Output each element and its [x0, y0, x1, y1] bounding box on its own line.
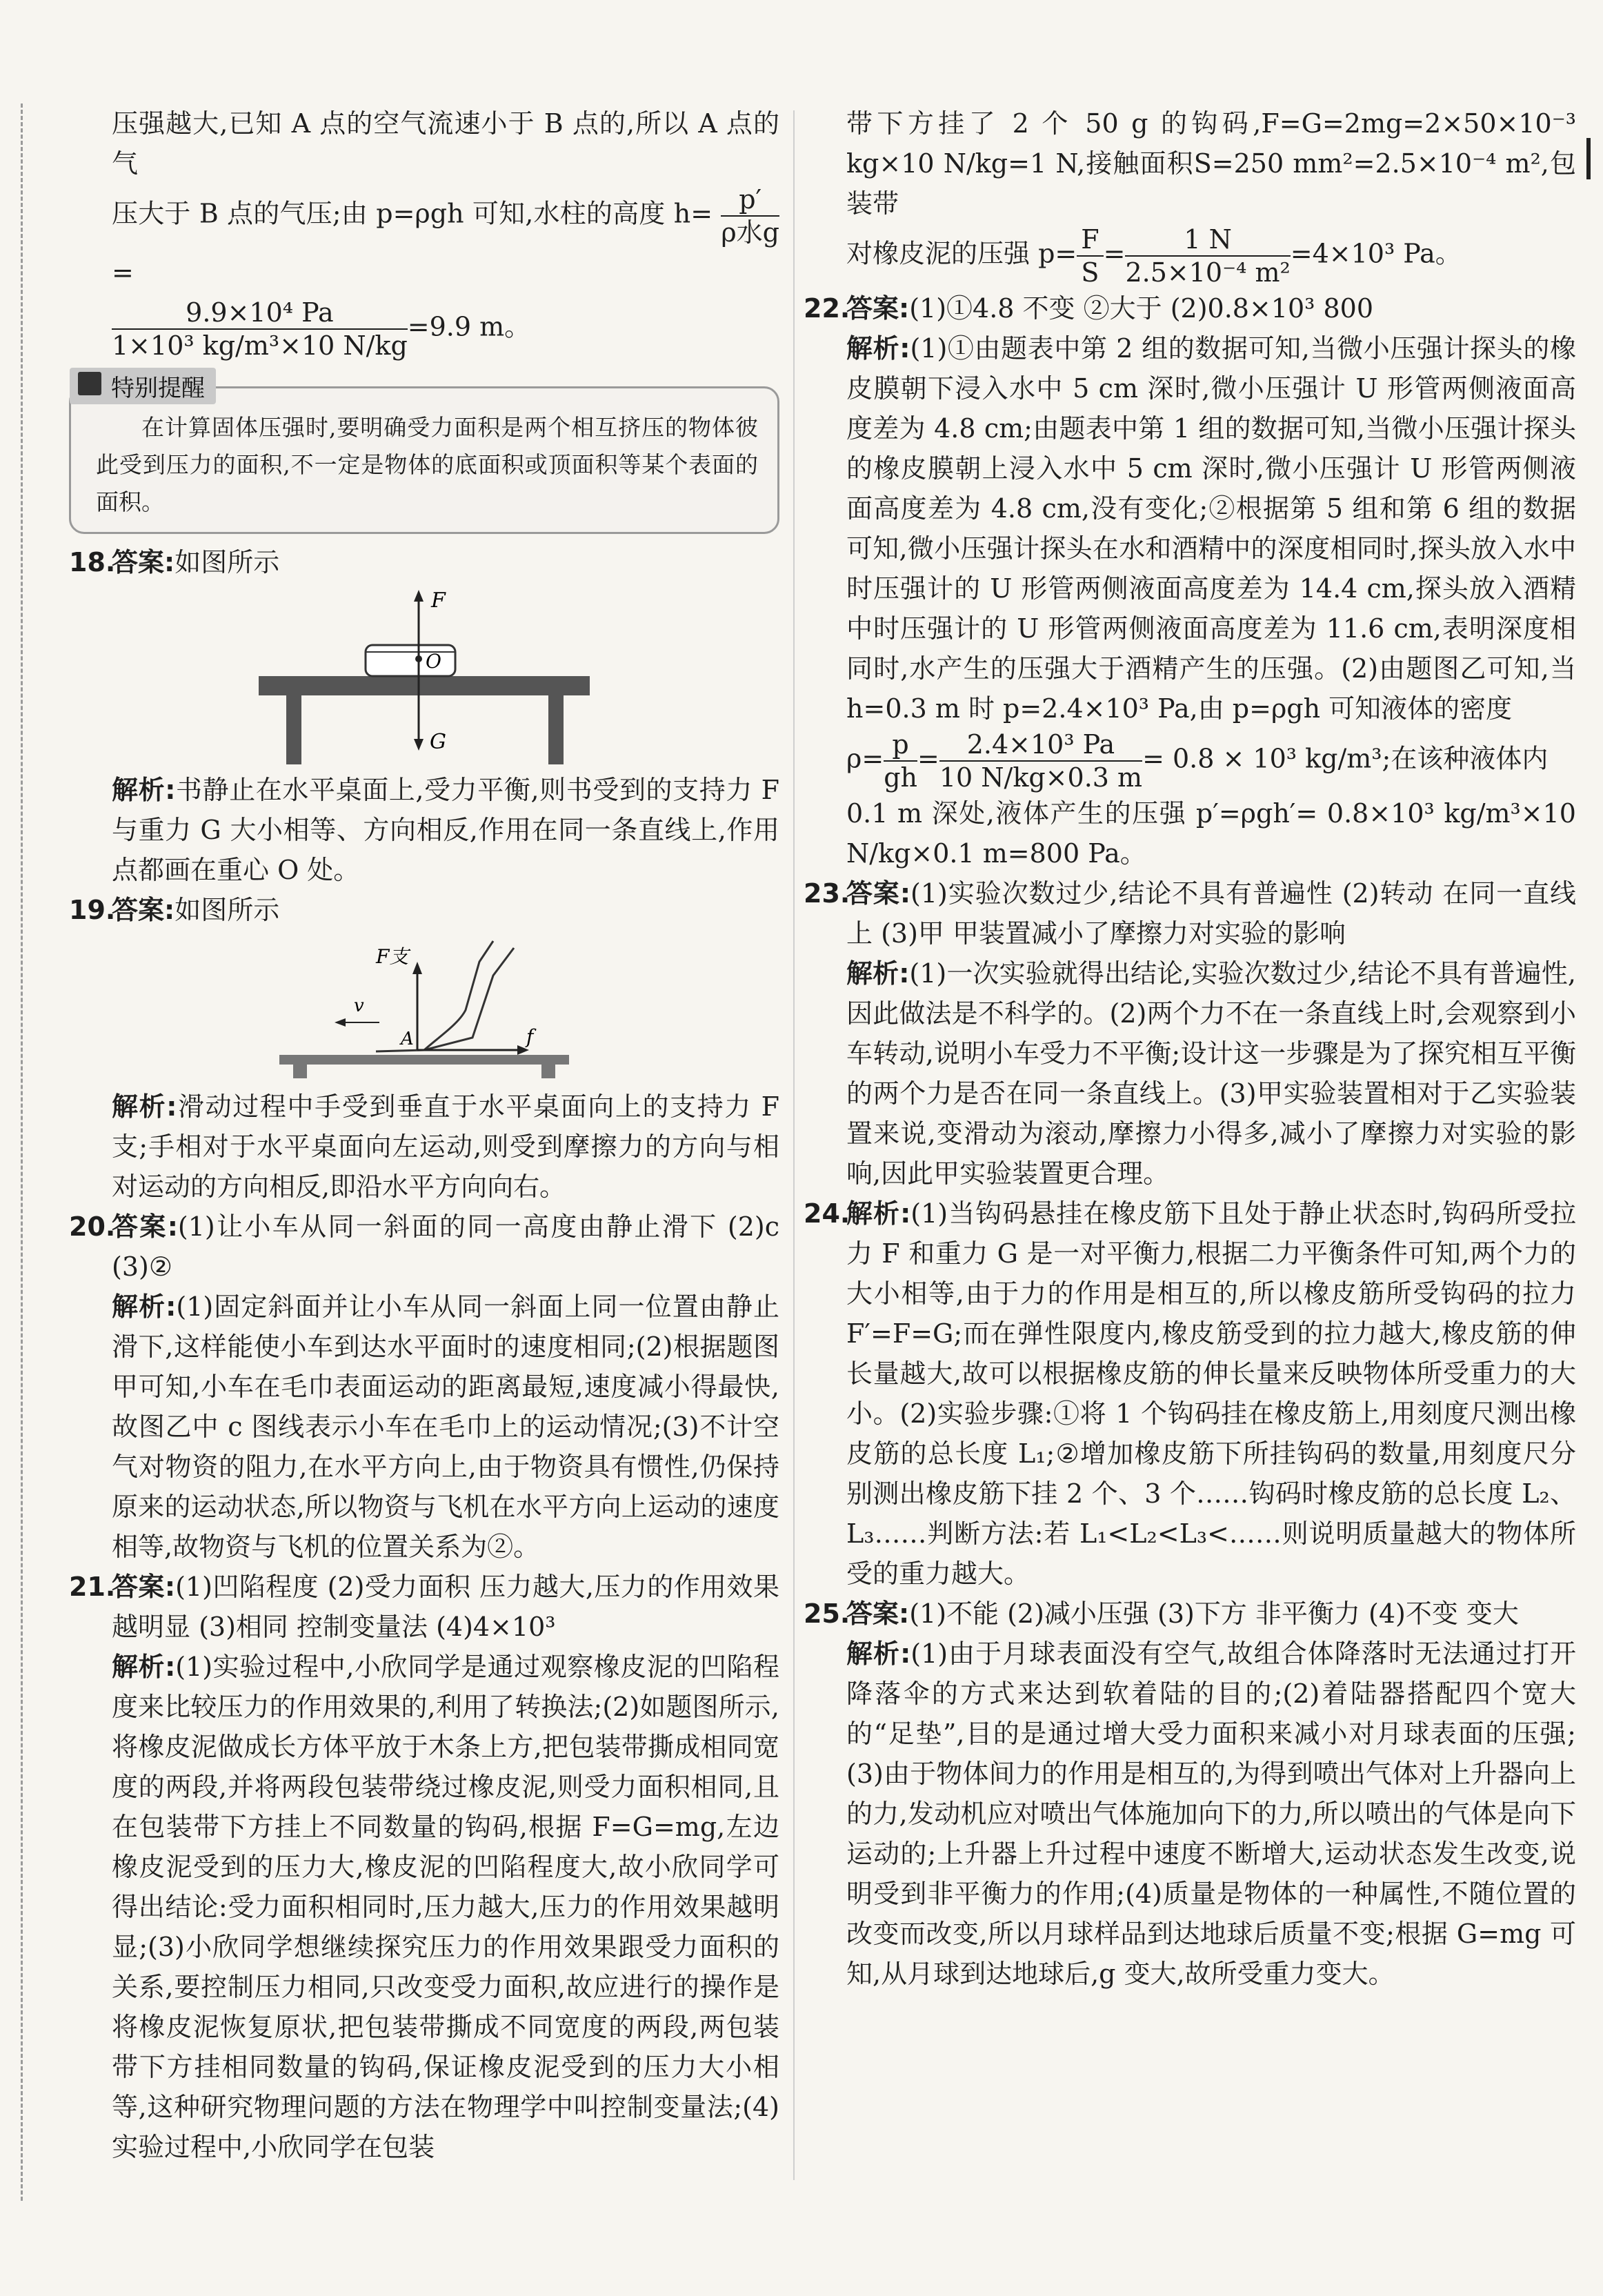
answer-label: 答案: — [112, 1572, 176, 1602]
text-line: 压强越大,已知 A 点的空气流速小于 B 点的,所以 A 点的气 — [112, 108, 779, 179]
text-line — [804, 224, 1576, 288]
question-number: 18. — [69, 547, 116, 577]
answer-text: (1)不能 (2)减小压强 (3)下方 非平衡力 (4)不变 变大 — [909, 1599, 1519, 1629]
force-F-arrowhead — [414, 590, 424, 602]
denominator: 1×10³ kg/m³×10 N/kg — [112, 330, 408, 361]
answer-label: 答案: — [846, 293, 910, 324]
answer-label: 答案: — [846, 1599, 910, 1629]
explanation-22 — [804, 328, 1576, 729]
answer-label: 答案: — [112, 1211, 178, 1242]
explanation-text: (1)由于月球表面没有空气,故组合体降落时无法通过打开降落伞的方式来达到软着陆的目的;(2)着陆器搭配四个宽大的“足垫”,目的是通过增大受力面积来减小对月球表面的压强;(3)由于物体间力的作用是相互的,为得到喷出气体对上升器向上的力,发动机应对喷出气体施加向下的力,所以喷出的气体是向下运动的;上升器上升过程中速度不断增大,运动状态发生改变,说明受到非平衡力的作用;(4)质量是物体的一种属性,不随位置的改变而改变,所以月球样品到达地球后质量不变;根据 G=mg 可知,从月球到达地球后,g 变大,故所受重力变大。 — [846, 1639, 1576, 1989]
explanation-text: (1)固定斜面并让小车从同一斜面上同一位置由静止滑下,这样能使小车到达水平面时的速度相同;(2)根据题图甲可知,小车在毛巾表面运动的距离最短,速度减小得最快,故图乙中 c 图线表示小车在毛巾上的运动情况;(3)不计空气对物资的阻力,在水平方向上,由于物资具有惯性,仍保持原来的运动状态,所以物资与飞机在水平方向上运动的速度相等,故物资与飞机的位置关系为②。 — [112, 1292, 779, 1562]
table-leg-right — [548, 695, 564, 764]
denominator: 2.5×10⁻⁴ m² — [1125, 257, 1291, 288]
explanation-text: (1)①由题表中第 2 组的数据可知,当微小压强计探头的橡皮膜朝下浸入水中 5 cm 深时,微小压强计 U 形管两侧液面高度差为 4.8 cm;由题表中第 1 组的数据可知,当微小压强计探头的橡皮膜朝上浸入水中 5 cm 深时,微小压强计 U 形管两侧液面高度差为 4.8 cm,没有变化;②根据第 5 组和第 6 组的数据可知,微小压强计探头在水和酒精中的深度相同时,探头放入水中时压强计的 U 形管两侧液面高度差为 14.4 cm,探头放入酒精中时压强计的 U 形管两侧液面高度差为 11.6 cm,表明深度相同时,水产生的压强大于酒精产生的压强。(2)由题图乙可知,当 h=0.3 m 时 p=2.4×10³ Pa,由 p=ρgh 可知液体的密度 — [846, 333, 1577, 724]
answer-text: 如图所示 — [175, 895, 280, 925]
answer-text: (1)①4.8 不变 ②大于 (2)0.8×10³ 800 — [909, 293, 1373, 324]
text-span: ρ= — [846, 743, 884, 774]
text-span: = — [1103, 238, 1126, 269]
label-O: O — [426, 650, 441, 673]
figure-18-book-on-table — [245, 586, 604, 766]
question-21 — [69, 1567, 779, 1647]
hand-outline-2 — [424, 941, 493, 1050]
numerator: F — [1077, 224, 1103, 257]
explanation-label: 解析: — [846, 1639, 911, 1669]
explanation-19 — [69, 1087, 779, 1207]
fraction — [721, 184, 779, 248]
note-title: 特别提醒 — [111, 375, 205, 402]
question-number: 24. — [804, 1198, 850, 1229]
book-icon — [78, 372, 101, 395]
explanation-23 — [804, 953, 1576, 1194]
explanation-text: 滑动过程中手受到垂直于水平桌面向上的支持力 F支;手相对于水平桌面向左运动,则受到摩擦力的方向与相对运动的方向相反,即沿水平方向向右。 — [112, 1091, 780, 1202]
answer-text: (1)让小车从同一斜面的同一高度由静止滑下 (2)c (3)② — [112, 1211, 779, 1282]
question-23 — [804, 873, 1576, 953]
answer-text: 如图所示 — [175, 547, 280, 577]
question-25 — [804, 1594, 1576, 1634]
center-point-O — [415, 655, 422, 662]
answer-text: (1)实验次数过少,结论不具有普遍性 (2)转动 在同一直线上 (3)甲 甲装置减小了摩擦力对实验的影响 — [846, 878, 1576, 949]
question-19 — [69, 890, 779, 930]
fraction — [939, 729, 1142, 793]
velocity-arrowhead — [335, 1018, 346, 1027]
figure-19-hand-sliding — [266, 934, 583, 1082]
label-A: A — [401, 1029, 414, 1049]
question-number: 22. — [804, 293, 850, 324]
question-22 — [804, 288, 1576, 328]
question-number: 19. — [69, 895, 116, 925]
explanation-label: 解析: — [846, 333, 910, 364]
text-line — [804, 729, 1576, 793]
force-F-arrowhead — [412, 962, 422, 974]
note-text: 在计算固体压强时,要明确受力面积是两个相互挤压的物体彼此受到压力的面积,不一定是物体的底面积或顶面积等某个表面的面积。 — [96, 414, 758, 515]
explanation-label: 解析: — [112, 1652, 176, 1682]
desk-foot-left — [293, 1065, 307, 1078]
desk-surface — [279, 1055, 569, 1065]
label-F: F — [431, 588, 446, 613]
question-number: 25. — [804, 1599, 850, 1629]
numerator: 2.4×10³ Pa — [939, 729, 1142, 762]
label-v: v — [354, 996, 364, 1016]
explanation-20 — [69, 1287, 779, 1567]
explanation-text: (1)当钩码悬挂在橡皮筋下且处于静止状态时,钩码所受拉力 F 和重力 G 是一对平衡力,根据二力平衡条件可知,两个力的大小相等,由于力的作用是相互的,所以橡皮筋所受钩码的拉力 F′=F=G;而在弹性限度内,橡皮筋受到的拉力越大,橡皮筋的伸长量越大,故可以根据橡皮筋的伸长量来反映物体所受重力的大小。(2)实验步骤:①将 1 个钩码挂在橡皮筋上,用刻度尺测出橡皮筋的总长度 L₁;②增加橡皮筋下所挂钩码的数量,用刻度尺分别测出橡皮筋下挂 2 个、3 个……钩码时橡皮筋的总长度 L₂、L₃……判断方法:若 L₁<L₂<L₃<……则说明质量越大的物体所受的重力越大。 — [846, 1198, 1576, 1589]
question-number: 20. — [69, 1211, 116, 1242]
text-span: =9.9 m。 — [407, 311, 531, 342]
question-24 — [804, 1194, 1576, 1594]
denominator: 10 N/kg×0.3 m — [939, 762, 1143, 793]
fraction — [1077, 224, 1103, 288]
text-span: = — [112, 257, 134, 288]
force-G-arrowhead — [414, 739, 424, 751]
numerator: p′ — [721, 184, 779, 217]
book — [366, 645, 455, 676]
column-divider — [793, 110, 795, 2180]
answer-label: 答案: — [846, 878, 911, 909]
text-span: 压大于 B 点的气压;由 p=ρgh 可知,水柱的高度 h= — [112, 198, 713, 229]
text-span: = 0.8 × 10³ kg/m³;在该种液体内 — [1142, 743, 1549, 774]
numerator: 9.9×10⁴ Pa — [112, 297, 408, 330]
fraction — [884, 729, 917, 793]
explanation-text: (1)实验过程中,小欣同学是通过观察橡皮泥的凹陷程度来比较压力的作用效果的,利用了转换法;(2)如题图所示,将橡皮泥做成长方体平放于木条上方,把包装带撕成相同宽度的两段,并将两段包装带绕过橡皮泥,则受力面积相同,且在包装带下方挂上不同数量的钩码,根据 F=G=mg,左边橡皮泥受到的压力大,橡皮泥的凹陷程度大,故小欣同学可得出结论:受力面积相同时,压力越大,压力的作用效果越明显;(3)小欣同学想继续探究压力的作用效果跟受力面积的关系,要控制压力相同,只改变受力面积,故应进行的操作是将橡皮泥恢复原状,把包装带撕成不同宽度的两段,两包装带下方挂相同数量的钩码,保证橡皮泥受到的压力大小相等,这种研究物理问题的方法在物理学中叫控制变量法;(4)实验过程中,小欣同学在包装 — [112, 1652, 779, 2162]
explanation-text: 书静止在水平桌面上,受力平衡,则书受到的支持力 F 与重力 G 大小相等、方向相反,作用在同一条直线上,作用点都画在重心 O 处。 — [112, 775, 780, 885]
right-column — [804, 103, 1576, 1994]
answer-label: 答案: — [112, 547, 175, 577]
label-F-support: F支 — [376, 945, 409, 968]
numerator: 1 N — [1125, 224, 1290, 257]
explanation-18 — [69, 770, 779, 890]
page-edge-mark — [1586, 138, 1591, 179]
answer-label: 答案: — [112, 895, 175, 925]
numerator: p — [884, 729, 917, 762]
denominator: gh — [884, 762, 917, 793]
text-line: 0.1 m 深处,液体产生的压强 p′=ρgh′= 0.8×10³ kg/m³×10 N/kg×0.1 m=800 Pa。 — [846, 798, 1576, 869]
explanation-25 — [804, 1634, 1576, 1994]
explanation-label: 解析: — [112, 1091, 177, 1122]
label-G: G — [430, 730, 446, 754]
text-span: 对橡皮泥的压强 p= — [846, 238, 1077, 269]
answer-text: (1)凹陷程度 (2)受力面积 压力越大,压力的作用效果越明显 (3)相同 控制变量法 (4)4×10³ — [112, 1572, 779, 1642]
question-number: 21. — [69, 1572, 116, 1602]
table-leg-left — [286, 695, 301, 764]
text-line — [69, 184, 779, 297]
explanation-label: 解析: — [846, 958, 910, 989]
explanation-21 — [69, 1647, 779, 2167]
explanation-text: (1)一次实验就得出结论,实验次数过少,结论不具有普遍性,因此做法是不科学的。(2)两个力不在一条直线上时,会观察到小车转动,说明小车受力不平衡;设计这一步骤是为了探究相互平衡的两个力是否在同一条直线上。(3)甲实验装置相对于乙实验装置来说,变滑动为滚动,摩擦力小得多,减小了摩擦力对实验的影响,因此甲实验装置更合理。 — [846, 958, 1576, 1189]
explanation-label: 解析: — [112, 775, 176, 805]
text-span: = — [917, 743, 939, 774]
fraction — [112, 297, 408, 362]
fraction — [1125, 224, 1290, 288]
denominator: ρ水g — [721, 217, 779, 248]
text-line: 带下方挂了 2 个 50 g 的钩码,F=G=2mg=2×50×10⁻³ kg×10 N/kg=1 N,接触面积S=250 mm²=2.5×10⁻⁴ m²,包装带 — [846, 108, 1576, 219]
text-span: =4×10³ Pa。 — [1290, 238, 1462, 269]
explanation-label: 解析: — [112, 1292, 177, 1322]
note-title-tag — [70, 368, 216, 404]
table-top — [259, 676, 590, 695]
question-number: 23. — [804, 878, 850, 909]
text-line — [69, 297, 779, 362]
left-column — [69, 103, 779, 2167]
explanation-label: 解析: — [846, 1198, 911, 1229]
question-20 — [69, 1207, 779, 1287]
desk-foot-right — [541, 1065, 555, 1078]
special-note-box — [69, 375, 779, 534]
label-f: f — [526, 1025, 534, 1048]
binding-dashed-line — [21, 103, 23, 2201]
denominator: S — [1081, 257, 1099, 288]
question-18 — [69, 542, 779, 582]
